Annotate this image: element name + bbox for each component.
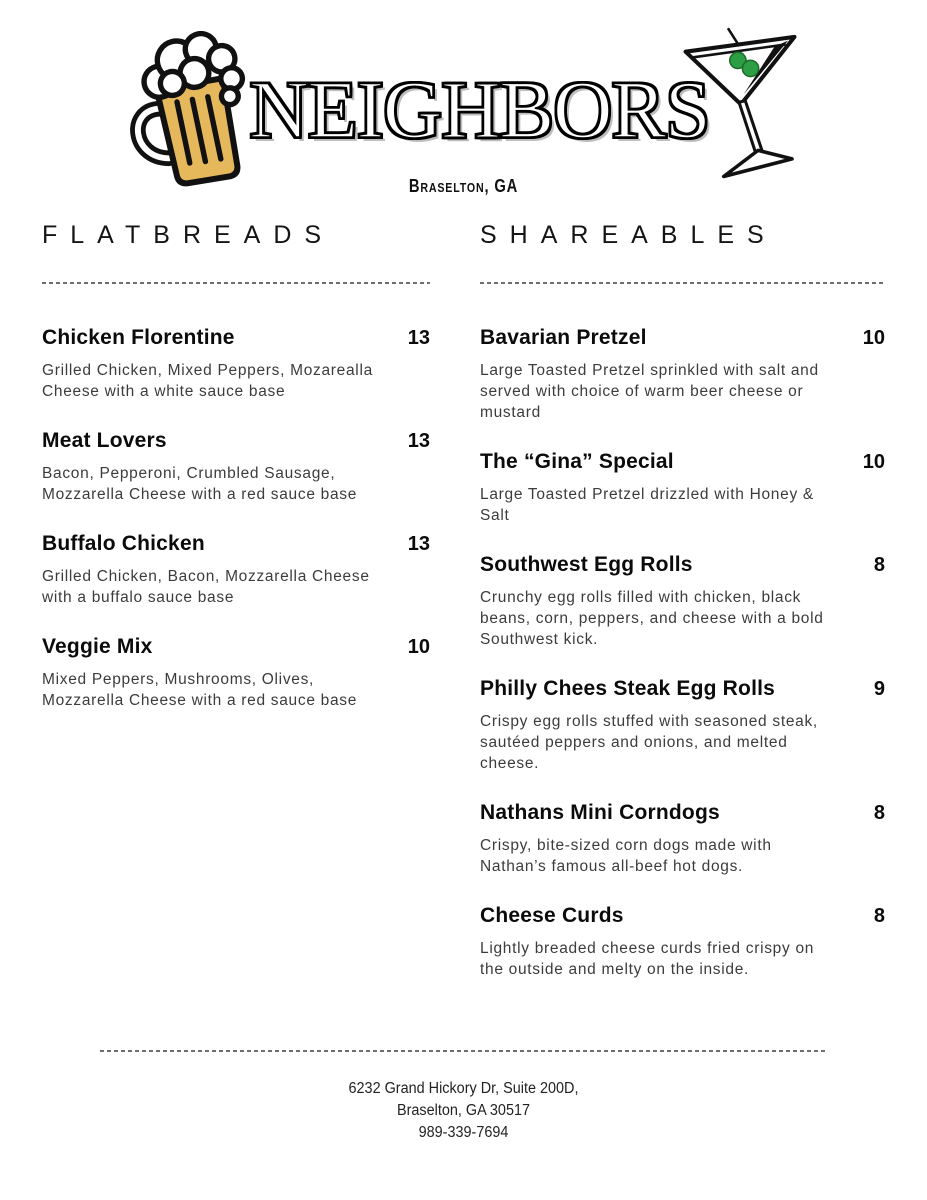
item-price: 10	[407, 636, 430, 658]
menu-item	[480, 553, 885, 650]
section-title-shareables: SHAREABLES	[480, 221, 777, 249]
item-name: Chicken Florentine	[42, 326, 235, 349]
item-price: 13	[407, 533, 430, 555]
menu-body	[0, 221, 927, 1007]
menu-item-head	[42, 326, 430, 350]
item-description: Large Toasted Pretzel drizzled with Honey & Salt	[480, 486, 814, 524]
item-name: Southwest Egg Rolls	[480, 553, 693, 576]
menu-item	[480, 450, 885, 526]
item-name: Bavarian Pretzel	[480, 326, 647, 349]
beer-mug-icon	[119, 31, 271, 189]
menu-item-head	[480, 326, 885, 350]
item-price: 8	[873, 802, 885, 824]
menu-item	[480, 904, 885, 980]
section-title-flatbreads: FLATBREADS	[42, 221, 335, 249]
menu-item-head	[480, 553, 885, 577]
menu-item-head	[480, 904, 885, 928]
item-description: Crispy egg rolls stuffed with seasoned steak, sautéed peppers and onions, and melted cheese.	[480, 713, 818, 772]
brand-wordmark: NEIGHBORS	[249, 64, 710, 155]
shareables-items	[480, 326, 885, 980]
brand-logo	[0, 0, 927, 168]
item-price: 8	[873, 905, 885, 927]
shareables-column	[480, 221, 885, 1007]
item-description: Grilled Chicken, Mixed Peppers, Mozarealla Cheese with a white sauce base	[42, 362, 373, 400]
footer-phone: 989-339-7694	[418, 1124, 509, 1141]
item-description: Grilled Chicken, Bacon, Mozzarella Cheese with a buffalo sauce base	[42, 568, 370, 606]
section-divider	[480, 282, 885, 284]
menu-item-head	[480, 801, 885, 825]
brand-location: Braselton, GA	[408, 176, 519, 196]
menu-item-head	[480, 450, 885, 474]
menu-item	[42, 429, 430, 505]
footer-contact	[32, 1078, 894, 1144]
footer-address-line2: Braselton, GA 30517	[396, 1101, 531, 1119]
item-description: Lightly breaded cheese curds fried crispy on the outside and melty on the inside.	[480, 940, 815, 978]
item-price: 8	[873, 554, 885, 576]
section-divider	[42, 282, 430, 284]
item-description: Large Toasted Pretzel sprinkled with salt and served with choice of warm beer cheese or mustard	[480, 362, 819, 421]
footer	[0, 1050, 927, 1200]
menu-item	[42, 326, 430, 402]
menu-item-head	[42, 635, 430, 659]
martini-glass-icon	[676, 25, 808, 187]
menu-item-head	[480, 677, 885, 701]
item-description: Crunchy egg rolls filled with chicken, black beans, corn, peppers, and cheese with a bold Southwest kick.	[480, 589, 824, 648]
footer-divider	[100, 1050, 825, 1052]
item-name: Cheese Curds	[480, 904, 624, 927]
item-description: Crispy, bite-sized corn dogs made with Nathan’s famous all-beef hot dogs.	[480, 837, 772, 875]
menu-item	[480, 801, 885, 877]
footer-address-line1: 6232 Grand Hickory Dr, Suite 200D,	[348, 1080, 579, 1097]
item-price: 9	[873, 678, 885, 700]
flatbreads-items	[42, 326, 430, 711]
menu-item	[42, 532, 430, 608]
menu-item	[480, 677, 885, 774]
menu-item	[42, 635, 430, 711]
item-name: Philly Chees Steak Egg Rolls	[480, 677, 776, 700]
menu-item-head	[42, 532, 430, 556]
item-name: Veggie Mix	[42, 635, 153, 658]
item-name: The “Gina” Special	[480, 450, 674, 473]
item-name: Nathans Mini Corndogs	[480, 801, 720, 824]
item-price: 10	[862, 327, 885, 349]
item-name: Buffalo Chicken	[42, 532, 205, 555]
item-price: 10	[862, 451, 885, 473]
item-description: Bacon, Pepperoni, Crumbled Sausage, Mozzarella Cheese with a red sauce base	[42, 465, 358, 503]
item-description: Mixed Peppers, Mushrooms, Olives, Mozzarella Cheese with a red sauce base	[42, 671, 358, 709]
item-name: Meat Lovers	[42, 429, 167, 452]
item-price: 13	[407, 327, 430, 349]
menu-item-head	[42, 429, 430, 453]
flatbreads-column	[42, 221, 430, 1007]
menu-item	[480, 326, 885, 423]
item-price: 13	[407, 430, 430, 452]
